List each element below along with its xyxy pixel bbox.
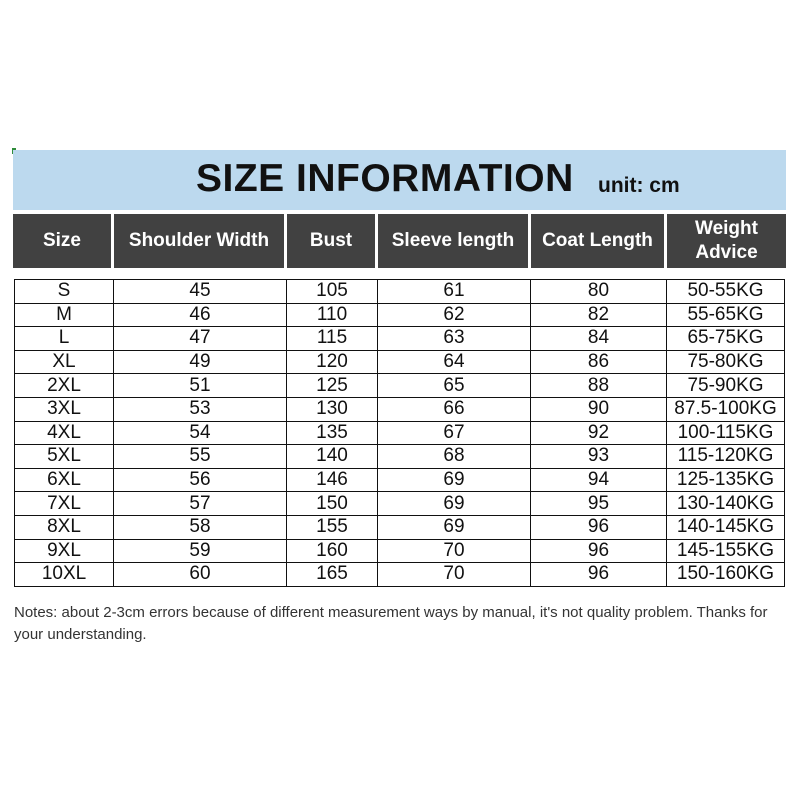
shoulder-cell: 55 bbox=[114, 445, 287, 469]
shoulder-cell: 58 bbox=[114, 515, 287, 539]
table-row bbox=[15, 397, 785, 421]
weight-cell: 125-135KG bbox=[667, 468, 785, 492]
bust-cell: 110 bbox=[287, 303, 378, 327]
table-row bbox=[15, 374, 785, 398]
bust-cell: 165 bbox=[287, 563, 378, 587]
weight-cell: 75-80KG bbox=[667, 350, 785, 374]
header-sleeve-length: Sleeve length bbox=[378, 214, 528, 268]
table-row bbox=[15, 350, 785, 374]
size-cell: 4XL bbox=[15, 421, 114, 445]
bust-cell: 135 bbox=[287, 421, 378, 445]
size-cell: 5XL bbox=[15, 445, 114, 469]
bust-cell: 115 bbox=[287, 327, 378, 351]
table-row bbox=[15, 303, 785, 327]
coat-cell: 93 bbox=[531, 445, 667, 469]
coat-cell: 95 bbox=[531, 492, 667, 516]
size-cell: 2XL bbox=[15, 374, 114, 398]
size-cell: 8XL bbox=[15, 515, 114, 539]
weight-cell: 115-120KG bbox=[667, 445, 785, 469]
bust-cell: 155 bbox=[287, 515, 378, 539]
size-cell: S bbox=[15, 280, 114, 304]
table-row bbox=[15, 445, 785, 469]
shoulder-cell: 49 bbox=[114, 350, 287, 374]
coat-cell: 82 bbox=[531, 303, 667, 327]
coat-cell: 88 bbox=[531, 374, 667, 398]
bust-cell: 150 bbox=[287, 492, 378, 516]
shoulder-cell: 46 bbox=[114, 303, 287, 327]
sleeve-cell: 65 bbox=[378, 374, 531, 398]
shoulder-cell: 53 bbox=[114, 397, 287, 421]
sleeve-cell: 64 bbox=[378, 350, 531, 374]
coat-cell: 96 bbox=[531, 515, 667, 539]
coat-cell: 92 bbox=[531, 421, 667, 445]
weight-cell: 140-145KG bbox=[667, 515, 785, 539]
bust-cell: 160 bbox=[287, 539, 378, 563]
weight-cell: 145-155KG bbox=[667, 539, 785, 563]
size-table bbox=[14, 279, 785, 587]
weight-cell: 55-65KG bbox=[667, 303, 785, 327]
weight-cell: 50-55KG bbox=[667, 280, 785, 304]
coat-cell: 94 bbox=[531, 468, 667, 492]
weight-cell: 65-75KG bbox=[667, 327, 785, 351]
shoulder-cell: 60 bbox=[114, 563, 287, 587]
sleeve-cell: 61 bbox=[378, 280, 531, 304]
table-row bbox=[15, 280, 785, 304]
bust-cell: 105 bbox=[287, 280, 378, 304]
header-weight-line1: Weight bbox=[695, 218, 758, 239]
shoulder-cell: 57 bbox=[114, 492, 287, 516]
header-coat-length: Coat Length bbox=[531, 214, 664, 268]
coat-cell: 80 bbox=[531, 280, 667, 304]
coat-cell: 84 bbox=[531, 327, 667, 351]
bust-cell: 125 bbox=[287, 374, 378, 398]
sleeve-cell: 70 bbox=[378, 563, 531, 587]
weight-cell: 150-160KG bbox=[667, 563, 785, 587]
table-row bbox=[15, 539, 785, 563]
header-shoulder-width: Shoulder Width bbox=[114, 214, 284, 268]
size-cell: XL bbox=[15, 350, 114, 374]
table-row bbox=[15, 421, 785, 445]
table-row bbox=[15, 563, 785, 587]
coat-cell: 96 bbox=[531, 563, 667, 587]
bust-cell: 120 bbox=[287, 350, 378, 374]
bust-cell: 146 bbox=[287, 468, 378, 492]
weight-cell: 87.5-100KG bbox=[667, 397, 785, 421]
coat-cell: 96 bbox=[531, 539, 667, 563]
table-row bbox=[15, 515, 785, 539]
table-row bbox=[15, 327, 785, 351]
header-weight-advice bbox=[667, 214, 786, 268]
size-cell: M bbox=[15, 303, 114, 327]
sleeve-cell: 70 bbox=[378, 539, 531, 563]
table-row bbox=[15, 468, 785, 492]
shoulder-cell: 47 bbox=[114, 327, 287, 351]
shoulder-cell: 51 bbox=[114, 374, 287, 398]
header-weight-line2: Advice bbox=[695, 242, 758, 263]
weight-cell: 130-140KG bbox=[667, 492, 785, 516]
coat-cell: 90 bbox=[531, 397, 667, 421]
size-cell: 7XL bbox=[15, 492, 114, 516]
table-header bbox=[13, 214, 786, 268]
bust-cell: 140 bbox=[287, 445, 378, 469]
shoulder-cell: 45 bbox=[114, 280, 287, 304]
size-cell: 9XL bbox=[15, 539, 114, 563]
size-cell: 3XL bbox=[15, 397, 114, 421]
sleeve-cell: 68 bbox=[378, 445, 531, 469]
coat-cell: 86 bbox=[531, 350, 667, 374]
size-cell: 10XL bbox=[15, 563, 114, 587]
sleeve-cell: 66 bbox=[378, 397, 531, 421]
page-title: SIZE INFORMATION bbox=[196, 157, 574, 200]
header-size: Size bbox=[13, 214, 111, 268]
shoulder-cell: 54 bbox=[114, 421, 287, 445]
header-bust: Bust bbox=[287, 214, 375, 268]
shoulder-cell: 59 bbox=[114, 539, 287, 563]
sleeve-cell: 67 bbox=[378, 421, 531, 445]
notes-text: Notes: about 2-3cm errors because of different measurement ways by manual, it's not quality problem. Thanks for your understanding. bbox=[14, 604, 768, 643]
sleeve-cell: 69 bbox=[378, 492, 531, 516]
size-cell: 6XL bbox=[15, 468, 114, 492]
bust-cell: 130 bbox=[287, 397, 378, 421]
sleeve-cell: 69 bbox=[378, 468, 531, 492]
unit-label: unit: cm bbox=[598, 174, 680, 197]
size-cell: L bbox=[15, 327, 114, 351]
shoulder-cell: 56 bbox=[114, 468, 287, 492]
table-row bbox=[15, 492, 785, 516]
weight-cell: 75-90KG bbox=[667, 374, 785, 398]
sleeve-cell: 63 bbox=[378, 327, 531, 351]
weight-cell: 100-115KG bbox=[667, 421, 785, 445]
sleeve-cell: 62 bbox=[378, 303, 531, 327]
sleeve-cell: 69 bbox=[378, 515, 531, 539]
